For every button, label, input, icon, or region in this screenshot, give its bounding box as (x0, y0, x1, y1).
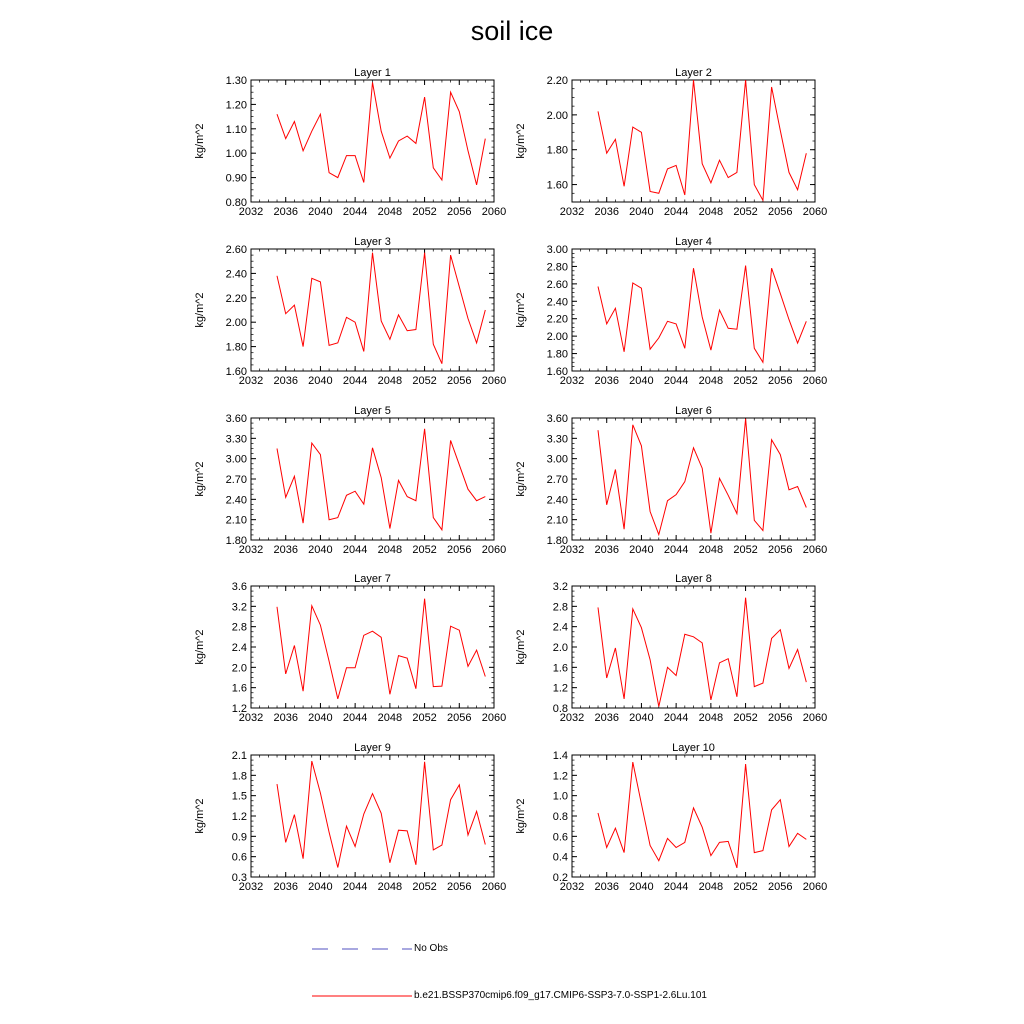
y-tick-label: 2.10 (546, 514, 568, 527)
series-line (277, 761, 485, 867)
page-title: soil ice (470, 16, 554, 46)
series-line (598, 598, 806, 707)
y-tick-label: 2.80 (546, 261, 568, 274)
y-tick-label: 2.4 (231, 642, 247, 654)
plot-frame (251, 755, 494, 877)
y-tick-label: 3.2 (231, 601, 247, 614)
x-tick-label: 2048 (698, 375, 724, 387)
x-tick-label: 2060 (481, 712, 507, 724)
series-line (277, 82, 485, 184)
y-tick-label: 1.2 (552, 682, 568, 695)
y-tick-label: 2.8 (231, 621, 247, 634)
chart-layer-4 (515, 236, 827, 387)
y-tick-label: 3.30 (225, 433, 247, 446)
x-tick-label: 2060 (481, 375, 507, 387)
y-tick-label: 2.00 (225, 317, 247, 330)
x-tick-label: 2052 (733, 544, 758, 556)
chart-title: Layer 1 (354, 67, 391, 79)
y-tick-label: 0.2 (552, 872, 568, 884)
x-tick-label: 2048 (377, 206, 403, 218)
x-tick-label: 2040 (629, 206, 654, 218)
x-tick-label: 2036 (594, 375, 619, 387)
y-tick-label: 3.00 (225, 453, 247, 466)
x-tick-label: 2056 (768, 544, 793, 556)
x-tick-label: 2048 (377, 544, 403, 556)
chart-title: Layer 7 (354, 573, 391, 585)
chart-title: Layer 10 (672, 742, 715, 754)
x-tick-label: 2048 (698, 206, 724, 218)
x-tick-label: 2036 (273, 206, 298, 218)
y-tick-label: 2.20 (546, 75, 568, 87)
y-tick-label: 0.3 (231, 872, 247, 884)
x-tick-label: 2036 (594, 544, 619, 556)
x-tick-label: 2056 (768, 712, 793, 724)
y-tick-label: 1.2 (231, 811, 247, 823)
series-line (277, 429, 485, 530)
x-tick-label: 2056 (447, 881, 472, 893)
y-tick-label: 1.0 (552, 790, 568, 803)
y-tick-label: 2.40 (546, 494, 568, 507)
y-tick-label: 1.80 (546, 348, 568, 361)
plot-frame (251, 418, 494, 540)
x-tick-label: 2056 (447, 712, 472, 724)
chart-title: Layer 8 (675, 573, 712, 585)
x-tick-label: 2056 (447, 544, 472, 556)
x-tick-label: 2048 (698, 544, 724, 556)
y-tick-label: 1.80 (225, 341, 247, 354)
chart-title: Layer 3 (354, 236, 391, 248)
x-tick-label: 2056 (768, 206, 793, 218)
y-tick-label: 0.9 (231, 831, 247, 844)
x-tick-label: 2060 (802, 206, 828, 218)
y-tick-label: 2.0 (231, 662, 247, 675)
x-tick-label: 2040 (308, 881, 333, 893)
y-tick-label: 1.5 (231, 790, 247, 803)
chart-title: Layer 2 (675, 67, 712, 79)
y-tick-label: 0.90 (225, 172, 247, 185)
y-tick-label: 1.60 (225, 366, 247, 378)
y-tick-label: 3.00 (546, 244, 568, 256)
x-tick-label: 2060 (802, 375, 828, 387)
x-tick-label: 2052 (733, 206, 758, 218)
x-tick-label: 2048 (698, 881, 724, 893)
x-tick-label: 2060 (481, 881, 507, 893)
y-tick-label: 2.40 (225, 268, 247, 281)
y-tick-label: 2.10 (225, 514, 247, 527)
x-tick-label: 2052 (733, 375, 758, 387)
chart-layer-6 (515, 405, 827, 556)
y-tick-label: 2.40 (546, 296, 568, 309)
x-tick-label: 2044 (663, 206, 689, 218)
x-tick-label: 2060 (802, 544, 828, 556)
x-tick-label: 2048 (377, 375, 403, 387)
y-tick-label: 0.8 (552, 703, 568, 715)
x-tick-label: 2056 (768, 375, 793, 387)
y-tick-label: 1.4 (552, 750, 568, 762)
x-tick-label: 2040 (629, 881, 654, 893)
plot-frame (572, 249, 815, 371)
chart-layer-5 (194, 405, 506, 556)
y-tick-label: 1.20 (225, 99, 247, 112)
y-tick-label: 0.80 (225, 197, 247, 209)
chart-layer-3 (194, 236, 506, 387)
y-tick-label: 1.80 (546, 535, 568, 547)
x-tick-label: 2032 (238, 544, 264, 556)
x-tick-label: 2056 (447, 206, 472, 218)
x-tick-label: 2052 (412, 712, 437, 724)
series-line (277, 599, 485, 699)
x-tick-label: 2060 (481, 544, 507, 556)
chart-title: Layer 5 (354, 405, 391, 417)
y-tick-label: 0.8 (552, 811, 568, 823)
x-tick-label: 2032 (238, 375, 264, 387)
x-tick-label: 2060 (481, 206, 507, 218)
x-tick-label: 2032 (238, 881, 264, 893)
y-tick-label: 1.10 (225, 123, 247, 136)
x-tick-label: 2056 (447, 375, 472, 387)
y-axis-label: kg/m^2 (515, 461, 527, 497)
x-tick-label: 2032 (559, 544, 585, 556)
y-tick-label: 1.80 (546, 144, 568, 157)
series-line (598, 762, 806, 868)
y-tick-label: 1.6 (231, 682, 247, 695)
x-tick-label: 2044 (342, 712, 368, 724)
series-line (277, 253, 485, 364)
series-line (598, 419, 806, 535)
x-tick-label: 2052 (412, 375, 437, 387)
y-tick-label: 3.60 (546, 413, 568, 425)
y-axis-label: kg/m^2 (515, 798, 527, 834)
y-tick-label: 2.0 (552, 642, 568, 654)
legend-label-model: b.e21.BSSP370cmip6.f09_g17.CMIP6-SSP3-7.0-SSP1-2.6Lu.101 (414, 990, 707, 1001)
x-tick-label: 2036 (273, 712, 298, 724)
x-tick-label: 2040 (308, 206, 333, 218)
x-tick-label: 2032 (559, 375, 585, 387)
y-axis-label: kg/m^2 (515, 292, 527, 328)
x-tick-label: 2036 (594, 712, 619, 724)
x-tick-label: 2032 (559, 206, 585, 218)
y-tick-label: 2.20 (546, 313, 568, 326)
x-tick-label: 2052 (412, 206, 437, 218)
x-tick-label: 2044 (342, 375, 368, 387)
y-axis-label: kg/m^2 (194, 292, 206, 328)
x-tick-label: 2036 (594, 881, 619, 893)
y-tick-label: 2.60 (225, 244, 247, 256)
x-tick-label: 2060 (802, 712, 828, 724)
x-tick-label: 2044 (663, 881, 689, 893)
x-tick-label: 2040 (308, 544, 333, 556)
plot-frame (572, 755, 815, 877)
y-tick-label: 1.60 (546, 179, 568, 192)
y-axis-label: kg/m^2 (194, 461, 206, 497)
x-tick-label: 2036 (273, 544, 298, 556)
y-tick-label: 3.00 (546, 453, 568, 466)
x-tick-label: 2044 (342, 881, 368, 893)
x-tick-label: 2040 (629, 375, 654, 387)
x-tick-label: 2048 (377, 712, 403, 724)
x-tick-label: 2036 (273, 881, 298, 893)
plot-frame (572, 418, 815, 540)
plot-frame (572, 80, 815, 202)
y-tick-label: 2.70 (225, 474, 247, 486)
plot-frame (251, 80, 494, 202)
chart-layer-1 (194, 67, 506, 218)
series-line (598, 80, 806, 200)
y-axis-label: kg/m^2 (194, 629, 206, 665)
chart-layer-8 (515, 573, 827, 724)
y-tick-label: 1.60 (546, 366, 568, 378)
plot-frame (251, 586, 494, 708)
chart-layer-10 (515, 742, 827, 893)
y-axis-label: kg/m^2 (194, 123, 206, 159)
x-tick-label: 2048 (377, 881, 403, 893)
y-tick-label: 3.2 (552, 581, 568, 593)
x-tick-label: 2044 (663, 712, 689, 724)
x-tick-label: 2052 (733, 712, 758, 724)
y-tick-label: 3.6 (231, 581, 247, 593)
y-tick-label: 2.1 (231, 750, 247, 762)
x-tick-label: 2044 (342, 544, 368, 556)
y-tick-label: 0.4 (552, 851, 568, 864)
y-tick-label: 1.8 (231, 770, 247, 783)
y-tick-label: 2.70 (546, 474, 568, 486)
y-tick-label: 2.40 (225, 494, 247, 507)
x-tick-label: 2036 (594, 206, 619, 218)
x-tick-label: 2052 (733, 881, 758, 893)
x-tick-label: 2052 (412, 544, 437, 556)
y-tick-label: 2.4 (552, 621, 568, 634)
x-tick-label: 2032 (238, 712, 264, 724)
x-tick-label: 2040 (629, 712, 654, 724)
y-tick-label: 2.8 (552, 601, 568, 614)
chart-title: Layer 9 (354, 742, 391, 754)
y-tick-label: 1.30 (225, 75, 247, 87)
chart-title: Layer 4 (675, 236, 712, 248)
x-tick-label: 2040 (308, 375, 333, 387)
legend-label-no-obs: No Obs (414, 943, 448, 954)
chart-title: Layer 6 (675, 405, 712, 417)
y-tick-label: 2.60 (546, 278, 568, 291)
y-tick-label: 1.2 (552, 770, 568, 783)
x-tick-label: 2044 (663, 544, 689, 556)
x-tick-label: 2036 (273, 375, 298, 387)
x-tick-label: 2044 (342, 206, 368, 218)
series-line (598, 266, 806, 363)
chart-layer-2 (515, 67, 827, 218)
chart-layer-7 (194, 573, 506, 724)
x-tick-label: 2032 (559, 712, 585, 724)
y-tick-label: 1.80 (225, 535, 247, 547)
y-axis-label: kg/m^2 (515, 123, 527, 159)
x-tick-label: 2060 (802, 881, 828, 893)
y-axis-label: kg/m^2 (515, 629, 527, 665)
y-tick-label: 2.00 (546, 331, 568, 344)
x-tick-label: 2040 (629, 544, 654, 556)
y-tick-label: 0.6 (552, 831, 568, 844)
y-tick-label: 2.20 (225, 292, 247, 305)
x-tick-label: 2048 (698, 712, 724, 724)
plot-frame (251, 249, 494, 371)
x-tick-label: 2056 (768, 881, 793, 893)
y-tick-label: 3.60 (225, 413, 247, 425)
x-tick-label: 2052 (412, 881, 437, 893)
y-axis-label: kg/m^2 (194, 798, 206, 834)
y-tick-label: 1.6 (552, 662, 568, 675)
y-tick-label: 0.6 (231, 851, 247, 864)
chart-layer-9 (194, 742, 506, 893)
y-tick-label: 1.00 (225, 148, 247, 161)
x-tick-label: 2044 (663, 375, 689, 387)
y-tick-label: 2.00 (546, 109, 568, 122)
x-tick-label: 2032 (238, 206, 264, 218)
y-tick-label: 3.30 (546, 433, 568, 446)
x-tick-label: 2040 (308, 712, 333, 724)
plot-frame (572, 586, 815, 708)
x-tick-label: 2032 (559, 881, 585, 893)
y-tick-label: 1.2 (231, 703, 247, 715)
